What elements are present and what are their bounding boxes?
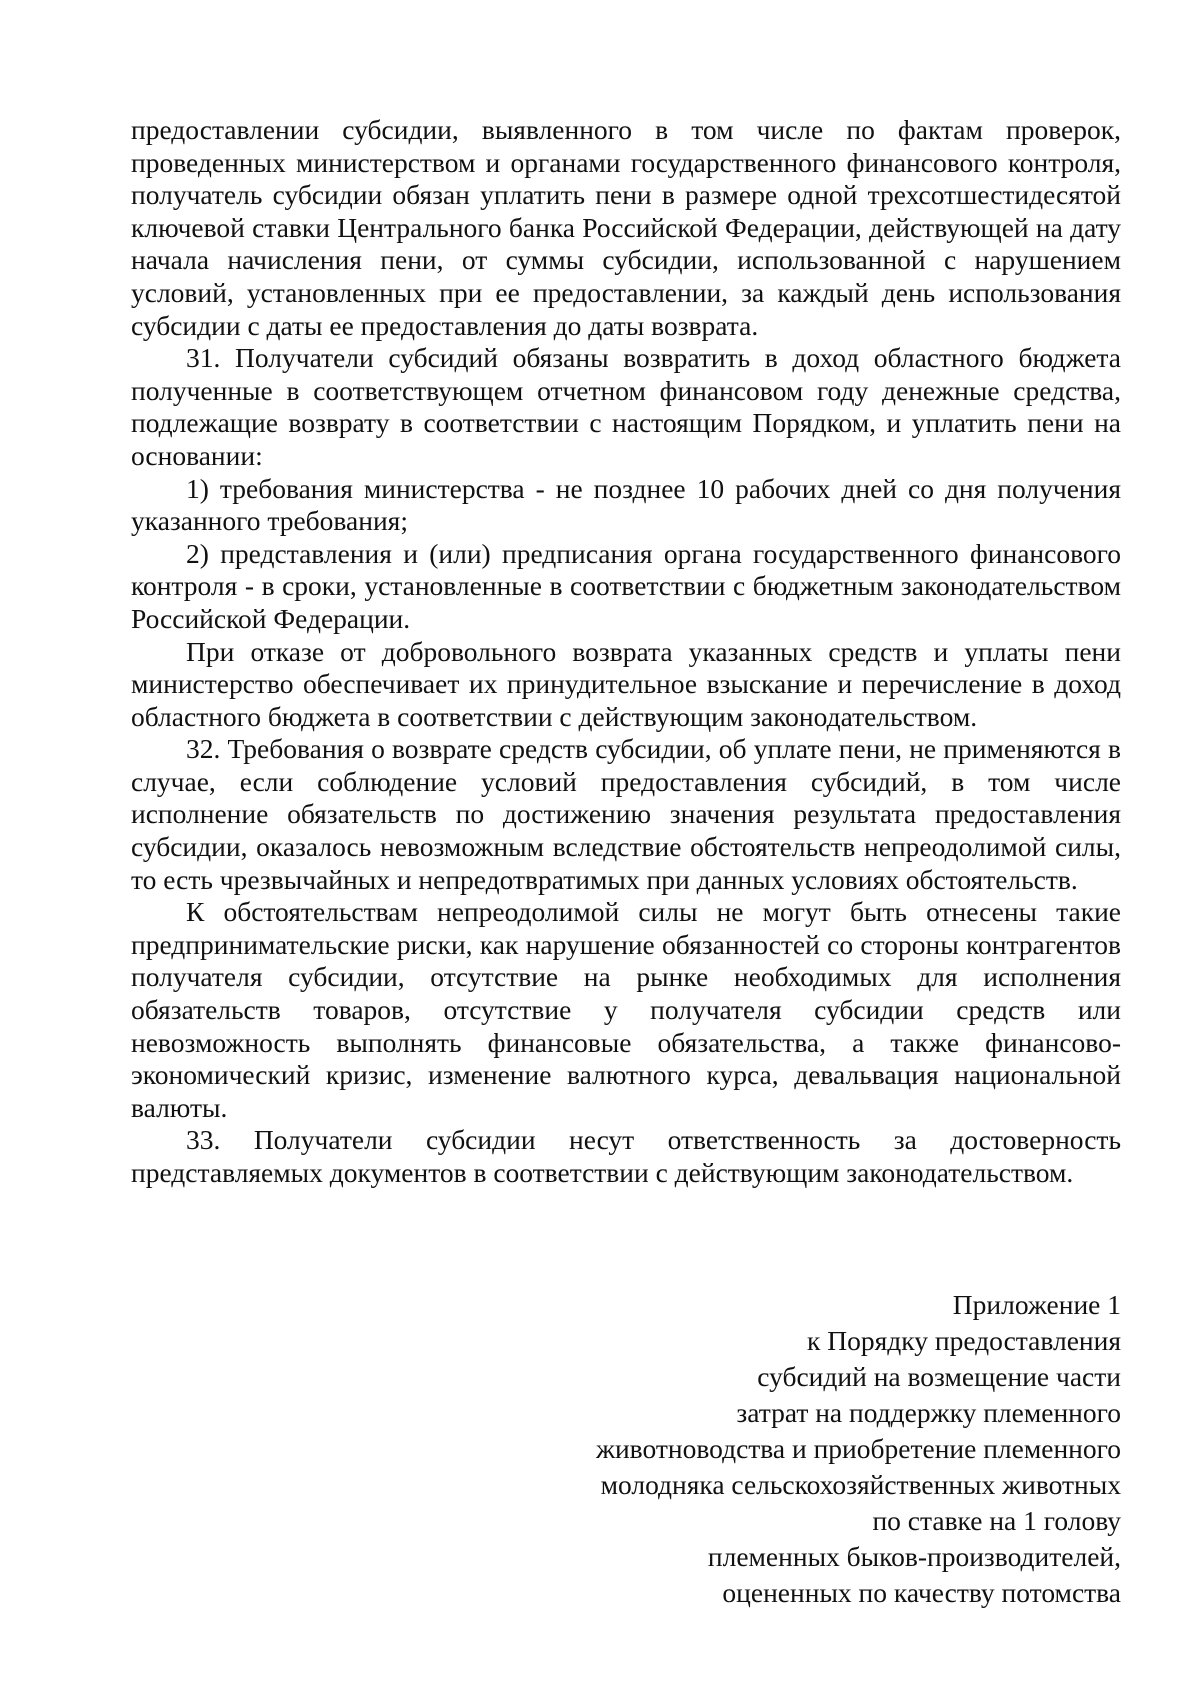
paragraph-item-33: 33. Получатели субсидии несут ответственность за достоверность представляемых документов в соответствии с действующим законодательством. [131,1124,1121,1188]
annex-line: по ставке на 1 голову [872,1505,1121,1536]
paragraph-force-majeure: К обстоятельствам непреодолимой силы не могут быть отнесены такие предпринимательские риски, как нарушение обязанностей со стороны контрагентов получателя субсидии, отсутствие на рынке необходимых для исполнения обязательств товаров, отсутствие у получателя субсидии средств или невозможность выполнять финансовые обязательства, а также финансово-экономический кризис, изменение валютного курса, девальвация национальной валюты. [131,896,1121,1123]
annex-line: животноводства и приобретение племенного [595,1433,1121,1464]
annex-line: оцененных по качеству потомства [722,1577,1121,1608]
annex-line: племенных быков-производителей, [707,1541,1121,1572]
paragraph-subitem-1: 1) требования министерства - не позднее 10 рабочих дней со дня получения указанного требования; [131,472,1121,537]
annex-line: субсидий на возмещение части [757,1361,1121,1392]
paragraph-item-31: 31. Получатели субсидий обязаны возвратить в доход областного бюджета полученные в соответствующем отчетном финансовом году денежные средства, подлежащие возврату в соответствии с настоящим Порядком, и уплатить пени на основании: [131,342,1121,471]
paragraph-continuation: предоставлении субсидии, выявленного в том числе по фактам проверок, проведенных министерством и органами государственного финансового контроля, получатель субсидии обязан уплатить пени в размере одной трехсотшестидесятой ключевой ставки Центрального банка Российской Федерации, действующей на дату начала начисления пени, от суммы субсидии, использованной с нарушением условий, установленных при ее предоставлении, за каждый день использования субсидии с даты ее предоставления до даты возврата. [131,114,1121,341]
paragraph-refusal: При отказе от добровольного возврата указанных средств и уплаты пени министерство обеспечивает их принудительное взыскание и перечисление в доход областного бюджета в соответствии с действующим законодательством. [131,635,1121,732]
paragraph-subitem-2: 2) представления и (или) предписания органа государственного финансового контроля - в сроки, установленные в соответствии с бюджетным законодательством Российской Федерации. [131,537,1121,634]
annex-line: молодняка сельскохозяйственных животных [600,1469,1121,1500]
document-body [131,114,1121,1190]
annex-line: затрат на поддержку племенного [736,1397,1121,1428]
paragraph-item-32: 32. Требования о возврате средств субсидии, об уплате пени, не применяются в случае, если соблюдение условий предоставления субсидий, в том числе исполнение обязательств по достижению значения результата предоставления субсидии, оказалось невозможным вследствие обстоятельств непреодолимой силы, то есть чрезвычайных и непредотвратимых при данных условиях обстоятельств. [131,733,1121,895]
annex-line: к Порядку предоставления [807,1325,1121,1356]
annex-header [481,1287,1121,1611]
annex-title: Приложение 1 [952,1289,1121,1320]
